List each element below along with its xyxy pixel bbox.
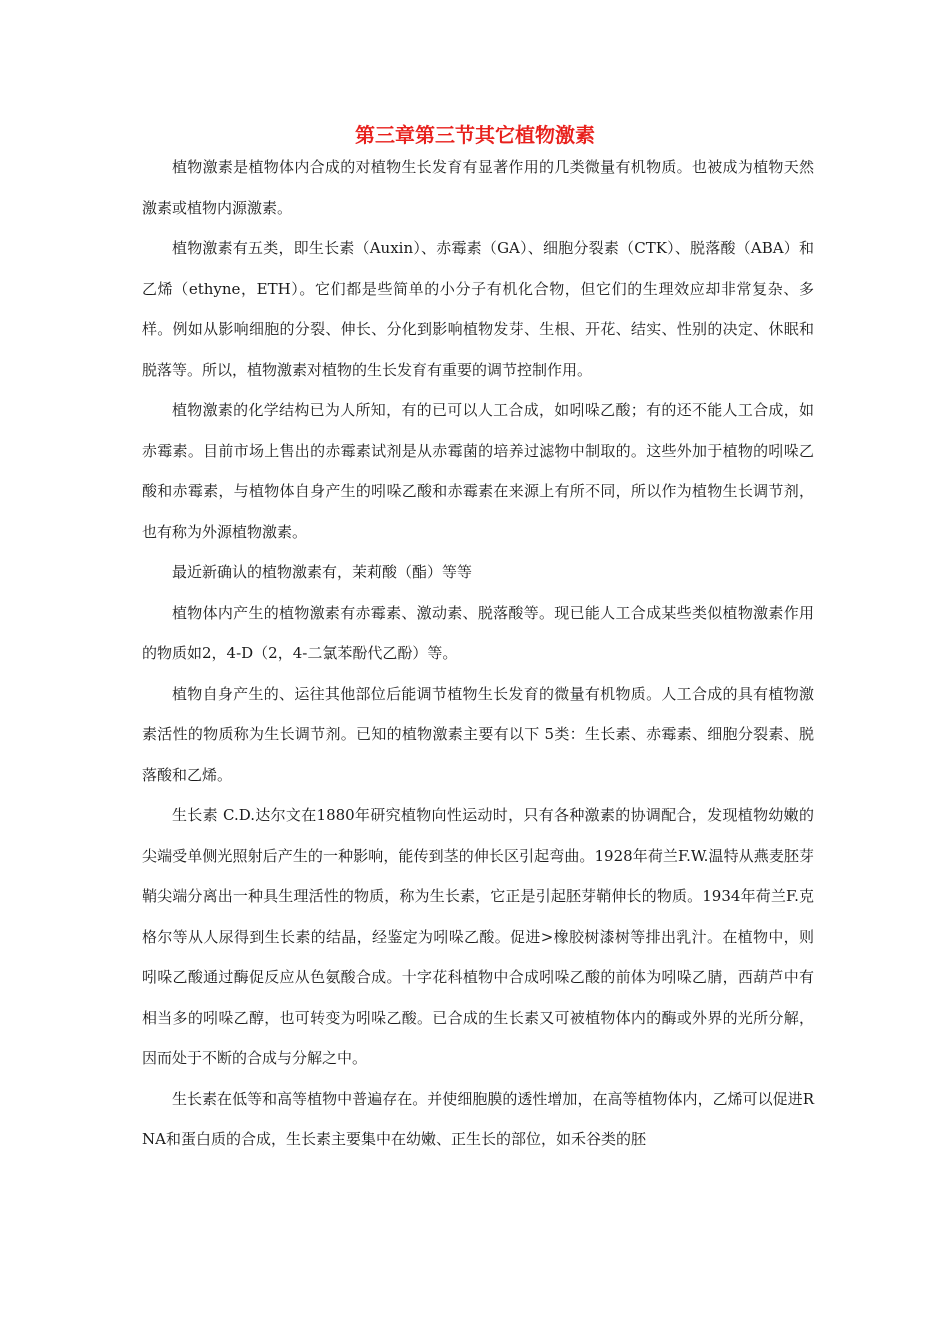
paragraph: 植物激素有五类，即生长素（Auxin）、赤霉素（GA）、细胞分裂素（CTK）、脱落酸（ABA）和乙烯（ethyne，ETH）。它们都是些简单的小分子有机化合物，但它们的生理效应却非常复杂、多样。例如从影响细胞的分裂、伸长、分化到影响植物发芽、生根、开花、结实、性别的决定、休眠和脱落等。所以，植物激素对植物的生长发育有重要的调节控制作用。 [142, 239, 814, 379]
document-title: 第三章第三节其它植物激素 [355, 123, 595, 147]
document-body [142, 147, 814, 1160]
paragraph: 生长素 C.D.达尔文在1880年研究植物向性运动时，只有各种激素的协调配合，发现植物幼嫩的尖端受单侧光照射后产生的一种影响，能传到茎的伸长区引起弯曲。1928年荷兰F.W.温特从燕麦胚芽鞘尖端分离出一种具生理活性的物质，称为生长素，它正是引起胚芽鞘伸长的物质。1934年荷兰F.克格尔等从人尿得到生长素的结晶，经鉴定为吲哚乙酸。促进>橡胶树漆树等排出乳汁。在植物中，则吲哚乙酸通过酶促反应从色氨酸合成。十字花科植物中合成吲哚乙酸的前体为吲哚乙腈，西葫芦中有相当多的吲哚乙醇，也可转变为吲哚乙酸。已合成的生长素又可被植物体内的酶或外界的光所分解，因而处于不断的合成与分解之中。 [142, 806, 814, 1067]
paragraph: 生长素在低等和高等植物中普遍存在。并使细胞膜的透性增加，在高等植物体内，乙烯可以促进RNA和蛋白质的合成，生长素主要集中在幼嫩、正生长的部位，如禾谷类的胚 [142, 1089, 814, 1148]
paragraph: 植物自身产生的、运往其他部位后能调节植物生长发育的微量有机物质。人工合成的具有植物激素活性的物质称为生长调节剂。已知的植物激素主要有以下 5类：生长素、赤霉素、细胞分裂素、脱落酸和乙烯。 [142, 684, 814, 784]
paragraph: 最近新确认的植物激素有，茉莉酸（酯）等等 [172, 563, 473, 581]
paragraph: 植物激素的化学结构已为人所知，有的已可以人工合成，如吲哚乙酸；有的还不能人工合成，如赤霉素。目前市场上售出的赤霉素试剂是从赤霉菌的培养过滤物中制取的。这些外加于植物的吲哚乙酸和赤霉素，与植物体自身产生的吲哚乙酸和赤霉素在来源上有所不同，所以作为植物生长调节剂，也有称为外源植物激素。 [142, 401, 814, 541]
paragraph: 植物激素是植物体内合成的对植物生长发育有显著作用的几类微量有机物质。也被成为植物天然激素或植物内源激素。 [142, 158, 814, 217]
paragraph: 植物体内产生的植物激素有赤霉素、激动素、脱落酸等。现已能人工合成某些类似植物激素作用的物质如2，4-D（2，4-二氯苯酚代乙酚）等。 [142, 603, 814, 662]
